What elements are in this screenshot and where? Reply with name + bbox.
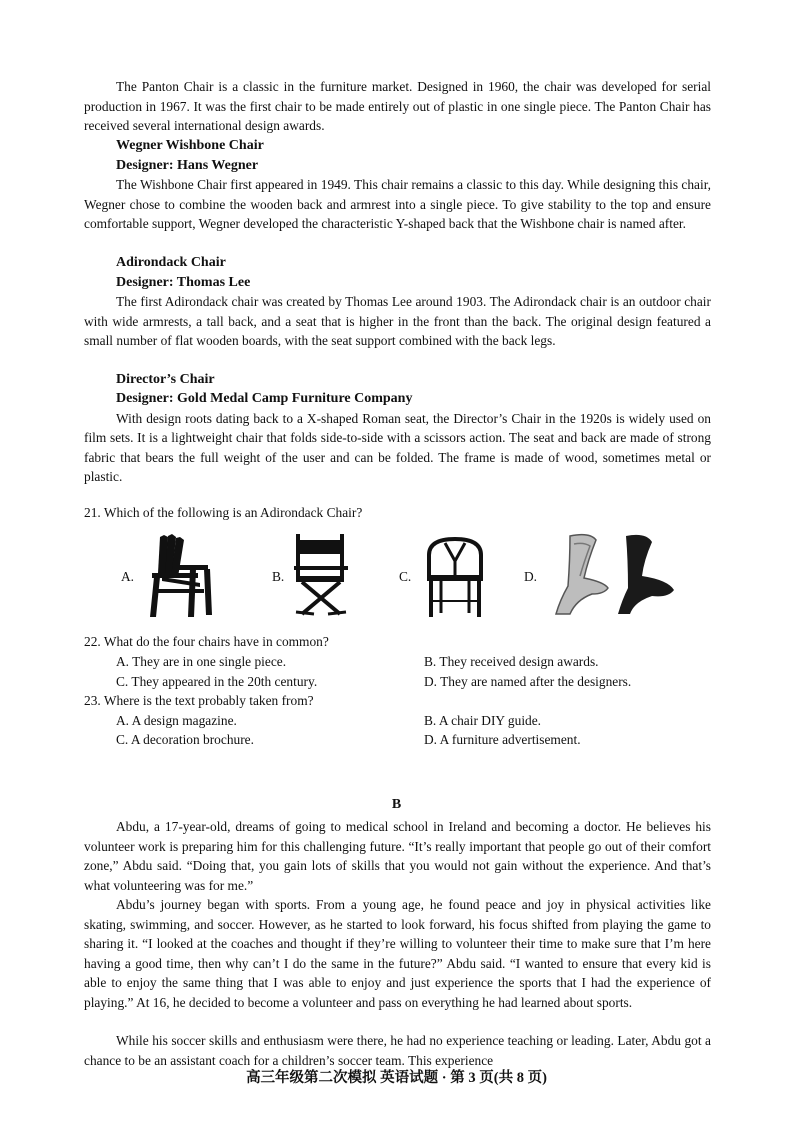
adirondack-paragraph: The first Adirondack chair was created by Thomas Lee around 1903. The Adirondack chair is an outdoor chair with wide armrests, a tall back, and a seat that is higher in the front than the back. The original design featured a small number of flat wooden boards, with the seat support combined with the back legs.	[84, 294, 711, 348]
directors-designer: Designer: Gold Medal Camp Furniture Company	[116, 391, 413, 406]
question-22: 22. What do the four chairs have in common?	[84, 634, 329, 649]
adirondack-chair-icon	[146, 533, 216, 619]
directors-title: Director’s Chair	[116, 371, 215, 387]
option-c-label: C.	[399, 569, 412, 584]
option-b-label: B.	[272, 569, 285, 584]
q23-option-c: C. A decoration brochure.	[116, 732, 254, 747]
q22-option-a: A. They are in one single piece.	[116, 654, 287, 669]
panton-paragraph: The Panton Chair is a classic in the furniture market. Designed in 1960, the chair was developed for serial production in 1967. It was the first chair to be made entirely out of plastic in one single piece. The Panton Chair has received several international design awards.	[84, 79, 711, 133]
passage-b-paragraph-2: Abdu’s journey began with sports. From a young age, he found peace and joy in physical activities like skating, swimming, and soccer. However, as he started to look forward, his focus shifted from playing the game to sharing it. “I looked at the coaches and thought if they’re willing to volunteer their time to make sure that I’m here having a good time, then why can’t I do the same in the future?” Abdu said. “I wanted to ensure that every kid is able to enjoy the same thing that I was able to enjoy and just experience the sports that I had the experience of playing.” At 16, he decided to become a volunteer and pass on everything he had learned about sports.	[84, 897, 711, 1010]
q22-option-c: C. They appeared in the 20th century.	[116, 673, 318, 689]
option-a-label: A.	[121, 569, 135, 584]
directors-chair-icon	[292, 532, 352, 616]
q22-option-b: B. They received design awards.	[424, 654, 599, 669]
option-d-label: D.	[524, 569, 538, 584]
passage-b-paragraph-1: Abdu, a 17-year-old, dreams of going to medical school in Ireland and becoming a doctor. He believes his volunteer work is preparing him for this challenging future. “It’s really important that people go out of their comfort zone,” Abdu said. “Doing that, you gain lots of skills that you would not gain without the experience. And that’s what volunteering was for me.”	[84, 819, 711, 893]
page-footer: 高三年级第二次模拟 英语试题 · 第 3 页(共 8 页)	[246, 1070, 547, 1086]
wishbone-chair-icon	[423, 535, 487, 619]
question-23: 23. Where is the text probably taken from?	[84, 693, 314, 708]
q23-option-a: A. A design magazine.	[116, 712, 237, 728]
question-21: 21. Which of the following is an Adirondack Chair?	[84, 505, 363, 520]
q23-option-d: D. A furniture advertisement.	[424, 732, 581, 747]
passage-b-paragraph-3: While his soccer skills and enthusiasm were there, he had no experience teaching or leading. Later, Abdu got a chance to be an assistant coach for a children’s soccer team. This experience	[84, 1033, 711, 1068]
adirondack-designer: Designer: Thomas Lee	[116, 274, 251, 290]
section-b-label: B	[391, 797, 402, 812]
wishbone-paragraph: The Wishbone Chair first appeared in 1949. This chair remains a classic to this day. While designing this chair, Wegner chose to combine the wooden back and armrest into a single piece. To give stability to the top and ensure comfortable support, Wegner developed the characteristic Y-shaped back that the Wishbone chair is named after.	[84, 177, 711, 231]
wishbone-designer: Designer: Hans Wegner	[116, 157, 259, 173]
panton-chair-icon	[550, 530, 685, 616]
adirondack-title: Adirondack Chair	[116, 255, 226, 270]
q22-option-d: D. They are named after the designers.	[424, 673, 632, 689]
wishbone-title: Wegner Wishbone Chair	[116, 138, 264, 153]
directors-paragraph: With design roots dating back to a X-shaped Roman seat, the Director’s Chair in the 1920s is widely used on film sets. It is a lightweight chair that folds side-to-side with a scissors action. The seat and back are made of strong fabric that bears the full weight of the user and can be folded. The frame is made of wood, sometimes metal or plastic.	[84, 410, 711, 484]
q23-option-b: B. A chair DIY guide.	[424, 712, 542, 728]
